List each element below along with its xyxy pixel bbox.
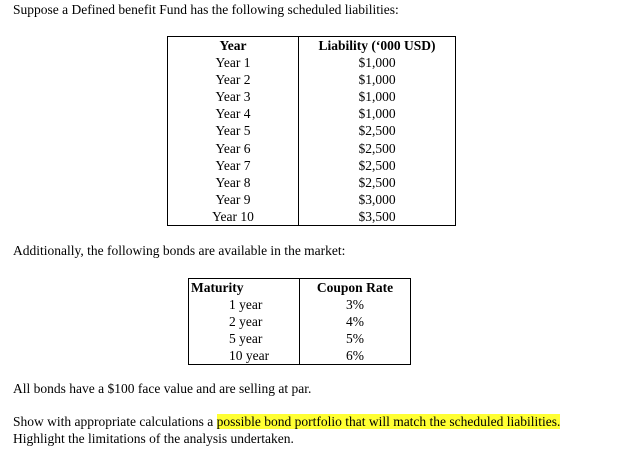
table-header-row xyxy=(189,279,411,297)
liability-cell: $3,000 xyxy=(299,191,456,208)
table-row xyxy=(189,330,411,347)
year-cell: Year 1 xyxy=(168,54,299,71)
table-row xyxy=(168,54,456,71)
intro-text: Suppose a Defined benefit Fund has the following scheduled liabilities: xyxy=(13,2,399,17)
year-cell: Year 4 xyxy=(168,105,299,122)
liability-cell: $1,000 xyxy=(299,54,456,71)
liability-cell: $2,500 xyxy=(299,139,456,156)
question-prefix: Show with appropriate calculations a xyxy=(13,414,217,429)
table-row xyxy=(189,296,411,313)
par-note-text: All bonds have a $100 face value and are selling at par. xyxy=(13,381,312,396)
table-row xyxy=(168,139,456,156)
table-row xyxy=(189,313,411,330)
table-row xyxy=(168,191,456,208)
year-cell: Year 5 xyxy=(168,122,299,139)
coupon-cell: 4% xyxy=(300,313,411,330)
year-cell: Year 10 xyxy=(168,208,299,226)
liabilities-table xyxy=(167,36,456,226)
maturity-cell: 10 year xyxy=(189,347,300,365)
year-cell: Year 7 xyxy=(168,157,299,174)
table-header-row xyxy=(168,37,456,55)
table-row xyxy=(168,208,456,226)
liability-cell: $1,000 xyxy=(299,105,456,122)
table-row xyxy=(189,347,411,365)
liability-cell: $1,000 xyxy=(299,88,456,105)
liability-cell: $1,000 xyxy=(299,71,456,88)
question-line-2: Highlight the limitations of the analysis undertaken. xyxy=(13,431,294,446)
question-line-1 xyxy=(13,414,560,430)
bonds-intro-text: Additionally, the following bonds are available in the market: xyxy=(13,243,346,258)
coupon-cell: 5% xyxy=(300,330,411,347)
question-highlight: possible bond portfolio that will match the scheduled liabilities. xyxy=(216,414,561,429)
table-row xyxy=(168,105,456,122)
header-year: Year xyxy=(168,37,299,55)
bonds-table xyxy=(188,278,411,365)
table-row xyxy=(168,71,456,88)
year-cell: Year 9 xyxy=(168,191,299,208)
year-cell: Year 6 xyxy=(168,139,299,156)
header-maturity: Maturity xyxy=(189,279,300,297)
liability-cell: $3,500 xyxy=(299,208,456,226)
coupon-cell: 6% xyxy=(300,347,411,365)
table-row xyxy=(168,157,456,174)
maturity-cell: 1 year xyxy=(189,296,300,313)
maturity-cell: 2 year xyxy=(189,313,300,330)
table-row xyxy=(168,174,456,191)
liability-cell: $2,500 xyxy=(299,157,456,174)
year-cell: Year 3 xyxy=(168,88,299,105)
header-coupon-rate: Coupon Rate xyxy=(300,279,411,297)
table-row xyxy=(168,88,456,105)
header-liability: Liability (‘000 USD) xyxy=(299,37,456,55)
coupon-cell: 3% xyxy=(300,296,411,313)
liability-cell: $2,500 xyxy=(299,122,456,139)
table-row xyxy=(168,122,456,139)
year-cell: Year 2 xyxy=(168,71,299,88)
liability-cell: $2,500 xyxy=(299,174,456,191)
maturity-cell: 5 year xyxy=(189,330,300,347)
year-cell: Year 8 xyxy=(168,174,299,191)
